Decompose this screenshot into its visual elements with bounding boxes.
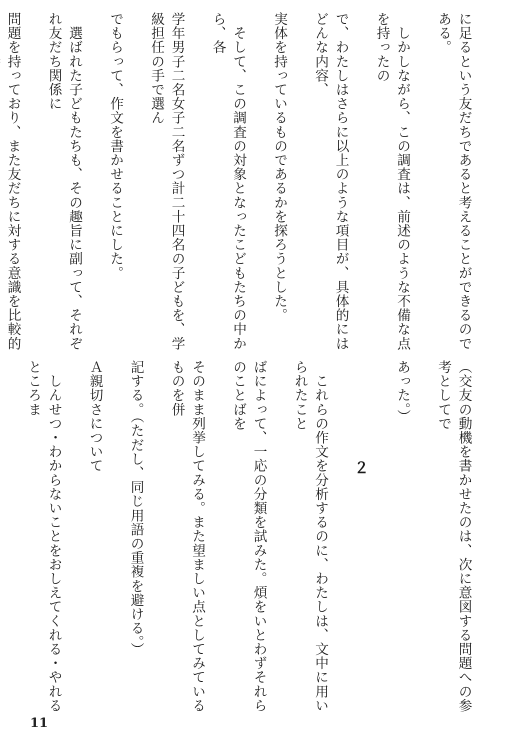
text-line: 選ばれた子どもたちも、その趣旨に副って、それぞれ友だち関係に: [45, 12, 82, 351]
text-line: でもらって、作文を書かせることにした。: [107, 12, 123, 280]
text-line: 学年男子二名女子二名ずつ計二十四名の子どもを、学級担任の手で選ん: [148, 12, 185, 351]
subheading: Ａ親切さについて: [86, 360, 103, 473]
text-line: あった。）: [394, 360, 410, 424]
page-number: 11: [30, 716, 49, 731]
text-line: で、わたしはさらに以上のような項目が、具体的にはどんな内容、: [312, 12, 349, 351]
text-line: 実体を持っているものであるかを探ろうとした。: [271, 12, 287, 323]
text-line: 問題を持っており、また友だちに対する意識を比較的: [4, 12, 21, 351]
text-line: そのまま列挙してみる。また望ましい点としてみているものを併: [168, 360, 205, 713]
text-line: に足るという友だちであると考えることができるのである。: [435, 12, 472, 351]
text-line: これらの作文を分析するのに、わたしは、文中に用いられたこと: [291, 360, 328, 713]
section-number: ２: [352, 460, 370, 476]
text-line: しんせつ・わからないことをおしえてくれる・やれるところま: [25, 360, 62, 713]
text-line: しかしながら、この調査は、前述のような不備な点を持ったの: [373, 12, 410, 351]
text-line: [0, 360, 2, 715]
text-line: そして、この調査の対象となったこどもたちの中から、各: [209, 12, 246, 351]
text-line: （交友の動機を書かせたのは、次に意図する問題への参考としてで: [435, 360, 472, 713]
text-line: ばによって、一応の分類を試みた。煩をいとわずそれらのことばを: [230, 360, 267, 713]
lower-text-block: [0, 360, 494, 715]
upper-text-block: [0, 12, 494, 354]
text-line: 記する。（ただし、同じ用語の重複を避ける。）: [127, 360, 144, 657]
